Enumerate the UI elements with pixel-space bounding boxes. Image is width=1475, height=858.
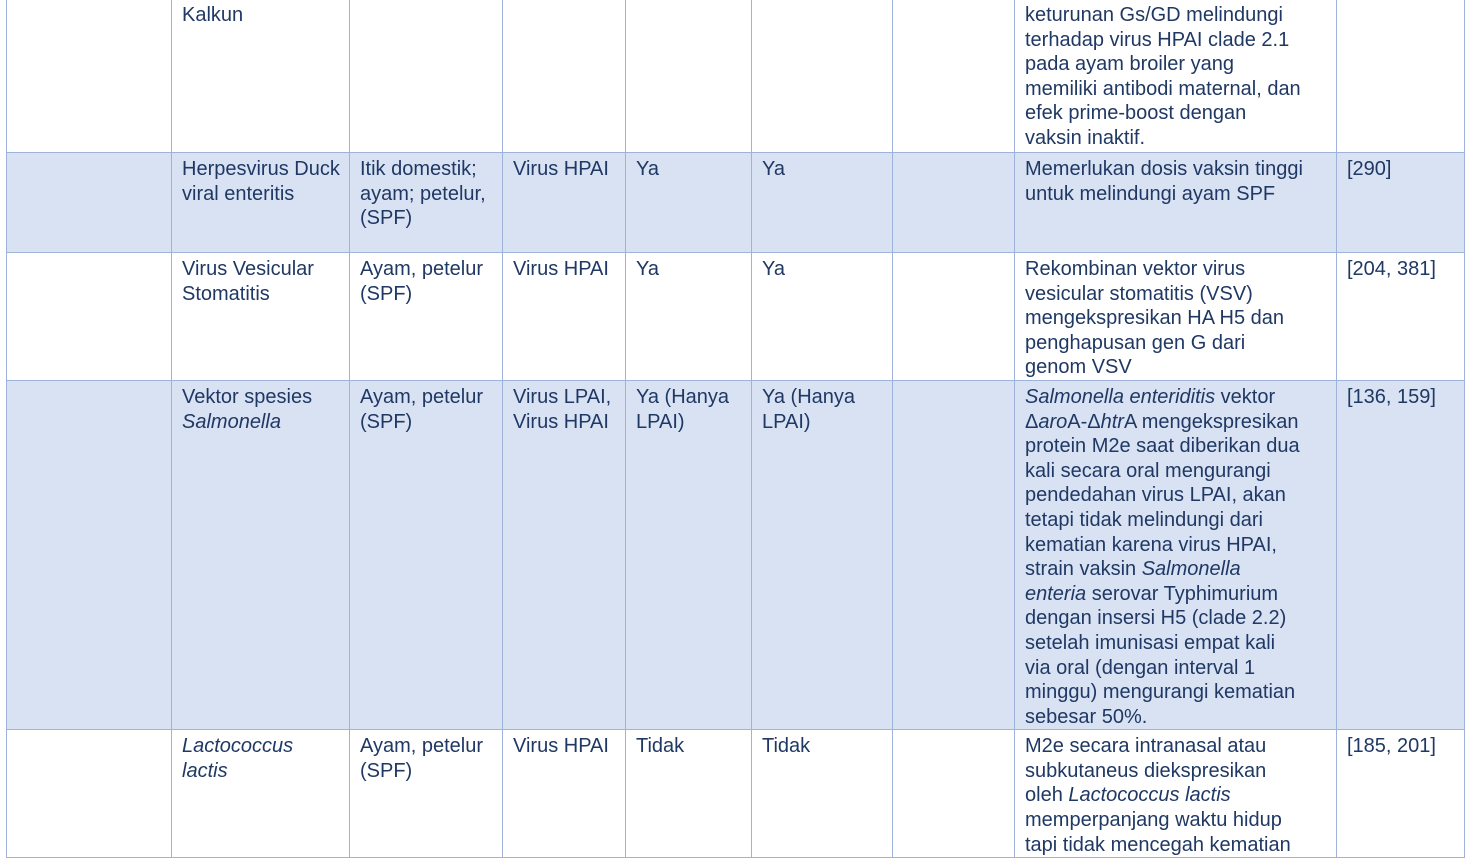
col5-cell: Ya: [752, 153, 893, 253]
reference-cell: [204, 381]: [1337, 253, 1465, 381]
description-line: [1025, 582, 1328, 607]
vector-text-italic: Salmonella: [182, 410, 281, 433]
description-line: Rekombinan vektor virus: [1025, 258, 1246, 280]
description-line: pada ayam broiler yang: [1025, 53, 1235, 76]
description-line: vesicular stomatitis (VSV): [1025, 282, 1253, 305]
col6-cell: [893, 253, 1015, 381]
col6-cell: [893, 0, 1015, 153]
col5-cell: [752, 0, 893, 153]
description-italic: enteria: [1025, 582, 1087, 605]
table-row: [7, 380, 1465, 729]
description-italic: Lactococcus lactis: [1068, 784, 1231, 807]
description-line: subkutaneus diekspresikan: [1025, 759, 1267, 782]
col5-cell: Ya (Hanya LPAI): [752, 380, 893, 729]
empty-cell: [7, 730, 172, 858]
description-line: memperpanjang waktu hidup: [1025, 809, 1282, 832]
description-line: [1025, 557, 1328, 582]
description-text: strain vaksin: [1025, 558, 1142, 581]
host-cell: Ayam, petelur (SPF): [350, 253, 503, 381]
table-row: [7, 0, 1465, 153]
col5-cell: Ya: [752, 253, 893, 381]
col4-cell: Ya: [626, 153, 752, 253]
description-line: penghapusan gen G dari: [1025, 331, 1246, 354]
description-text: A-Δ: [1067, 410, 1101, 433]
host-cell: Itik domestik; ayam; petelur, (SPF): [350, 153, 503, 253]
empty-cell: [7, 0, 172, 153]
empty-cell: [7, 153, 172, 253]
virus-cell: Virus HPAI: [503, 730, 626, 858]
table-row: [7, 730, 1465, 858]
empty-cell: [7, 380, 172, 729]
host-cell: Ayam, petelur (SPF): [350, 380, 503, 729]
description-line: via oral (dengan interval 1: [1025, 656, 1256, 679]
virus-cell: Virus HPAI: [503, 153, 626, 253]
col4-cell: [626, 0, 752, 153]
col4-cell: Tidak: [626, 730, 752, 858]
table-row: [7, 253, 1465, 381]
description-line: setelah imunisasi empat kali: [1025, 631, 1276, 654]
description-line: mengekspresikan HA H5 dan: [1025, 307, 1285, 330]
description-italic: Salmonella enteriditis: [1025, 385, 1216, 408]
description-line: protein M2e saat diberikan dua: [1025, 435, 1300, 458]
description-cell: [1015, 253, 1337, 381]
vector-text-italic: Lactococcus lactis: [182, 735, 294, 782]
vector-cell: Herpesvirus Duck viral enteritis: [172, 153, 350, 253]
virus-cell: Virus LPAI, Virus HPAI: [503, 380, 626, 729]
description-line: pendedahan virus LPAI, akan: [1025, 484, 1286, 507]
virus-cell: [503, 0, 626, 153]
data-table: [6, 0, 1465, 858]
reference-cell: [1337, 0, 1465, 153]
description-line: memiliki antibodi maternal, dan: [1025, 77, 1301, 100]
description-italic: htr: [1100, 410, 1124, 433]
host-cell: Ayam, petelur (SPF): [350, 730, 503, 858]
description-line: [1025, 385, 1328, 410]
vector-cell: [172, 380, 350, 729]
description-line: dengan insersi H5 (clade 2.2): [1025, 607, 1287, 630]
description-text: oleh: [1025, 784, 1069, 807]
col4-cell: Ya (Hanya LPAI): [626, 380, 752, 729]
description-line: keturunan Gs/GD melindungi: [1025, 4, 1283, 26]
description-line: untuk melindungi ayam SPF: [1025, 182, 1276, 205]
description-text: vektor: [1215, 385, 1276, 408]
description-line: [1025, 783, 1328, 808]
description-cell: [1015, 380, 1337, 729]
description-cell: [1015, 730, 1337, 858]
description-line: vaksin inaktif.: [1025, 126, 1146, 149]
empty-cell: [7, 253, 172, 381]
col6-cell: [893, 153, 1015, 253]
vector-cell: Virus Vesicular Stomatitis: [172, 253, 350, 381]
description-text: Δ: [1025, 410, 1039, 433]
col4-cell: Ya: [626, 253, 752, 381]
col6-cell: [893, 380, 1015, 729]
vector-cell: [172, 730, 350, 858]
description-line: kematian karena virus HPAI,: [1025, 533, 1277, 556]
table-row: [7, 153, 1465, 253]
col5-cell: Tidak: [752, 730, 893, 858]
description-line: genom VSV: [1025, 356, 1132, 379]
description-italic: Salmonella: [1141, 558, 1241, 581]
virus-cell: Virus HPAI: [503, 253, 626, 381]
reference-cell: [290]: [1337, 153, 1465, 253]
description-line: terhadap virus HPAI clade 2.1: [1025, 28, 1290, 51]
description-line: kali secara oral mengurangi: [1025, 459, 1271, 482]
description-line: Memerlukan dosis vaksin tinggi: [1025, 158, 1303, 180]
description-text: A mengekspresikan: [1123, 410, 1299, 433]
vector-cell: Kalkun: [172, 0, 350, 153]
reference-cell: [185, 201]: [1337, 730, 1465, 858]
description-line: [1025, 410, 1328, 435]
description-italic: aro: [1038, 410, 1068, 433]
vector-text: Vektor spesies: [182, 385, 313, 408]
description-line: tapi tidak mencegah kematian: [1025, 833, 1291, 856]
description-line: minggu) mengurangi kematian: [1025, 681, 1296, 704]
description-line: efek prime-boost dengan: [1025, 102, 1247, 125]
description-cell: [1015, 0, 1337, 153]
description-cell: [1015, 153, 1337, 253]
host-cell: [350, 0, 503, 153]
description-text: serovar Typhimurium: [1086, 582, 1279, 605]
description-line: M2e secara intranasal atau: [1025, 735, 1267, 758]
reference-cell: [136, 159]: [1337, 380, 1465, 729]
description-line: sebesar 50%.: [1025, 705, 1148, 728]
description-line: tetapi tidak melindungi dari: [1025, 508, 1263, 531]
col6-cell: [893, 730, 1015, 858]
